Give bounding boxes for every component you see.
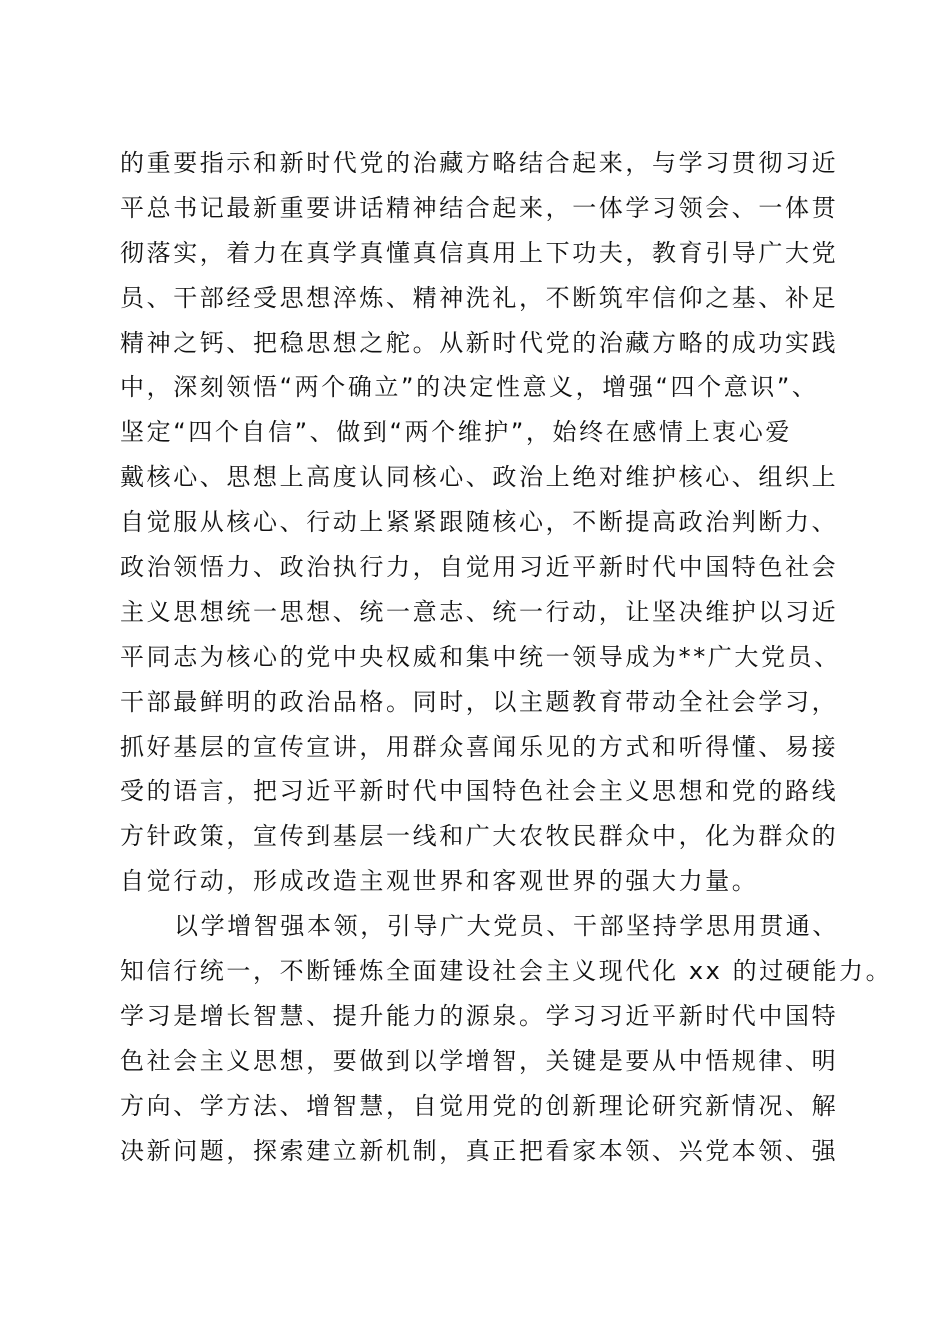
text-line: 政治领悟力、政治执行力，自觉用习近平新时代中国特色社会 <box>120 553 839 582</box>
text-line: 精神之钙、把稳思想之舵。从新时代党的治藏方略的成功实践 <box>120 328 839 357</box>
text-line: 抓好基层的宣传宣讲，用群众喜闻乐见的方式和听得懂、易接 <box>120 732 839 761</box>
text-line: 戴核心、思想上高度认同核心、政治上绝对维护核心、组织上 <box>120 463 839 492</box>
text-line: 平同志为核心的党中央权威和集中统一领导成为**广大党员、 <box>120 642 841 671</box>
text-line: 彻落实，着力在真学真懂真信真用上下功夫，教育引导广大党 <box>120 238 839 267</box>
text-line: 方向、学方法、增智慧，自觉用党的创新理论研究新情况、解 <box>120 1091 839 1120</box>
text-line: 自觉行动，形成改造主观世界和客观世界的强大力量。 <box>120 867 759 896</box>
paragraph-2 <box>120 909 893 1178</box>
text-line: 的重要指示和新时代党的治藏方略结合起来，与学习贯彻习近 <box>120 149 839 177</box>
text-line: 学习是增长智慧、提升能力的源泉。学习习近平新时代中国特 <box>120 1001 839 1030</box>
text-line: 平总书记最新重要讲话精神结合起来，一体学习领会、一体贯 <box>120 193 839 222</box>
paragraph-1 <box>120 146 840 909</box>
text-line: 受的语言，把习近平新时代中国特色社会主义思想和党的路线 <box>120 777 839 806</box>
text-line-indented: 以学增智强本领，引导广大党员、干部坚持学思用贯通、 <box>174 912 839 941</box>
text-line: 方针政策，宣传到基层一线和广大农牧民群众中，化为群众的 <box>120 822 839 851</box>
text-line: 中，深刻领悟“两个确立”的决定性意义，增强“四个意识”、 <box>120 373 819 402</box>
text-line: 坚定“四个自信”、做到“两个维护”，始终在感情上衷心爱 <box>120 418 792 447</box>
text-line: 色社会主义思想，要做到以学增智，关键是要从中悟规律、明 <box>120 1046 839 1075</box>
text-line: 主义思想统一思想、统一意志、统一行动，让坚决维护以习近 <box>120 597 839 626</box>
text-line: 知信行统一，不断锤炼全面建设社会主义现代化 xx 的过硬能力。 <box>120 957 893 986</box>
text-line: 决新问题，探索建立新机制，真正把看家本领、兴党本领、强 <box>120 1136 839 1165</box>
text-line: 自觉服从核心、行动上紧紧跟随核心，不断提高政治判断力、 <box>120 508 839 537</box>
text-line: 干部最鲜明的政治品格。同时，以主题教育带动全社会学习， <box>120 687 839 716</box>
document-body <box>120 146 893 1178</box>
text-line: 员、干部经受思想淬炼、精神洗礼，不断筑牢信仰之基、补足 <box>120 283 839 312</box>
